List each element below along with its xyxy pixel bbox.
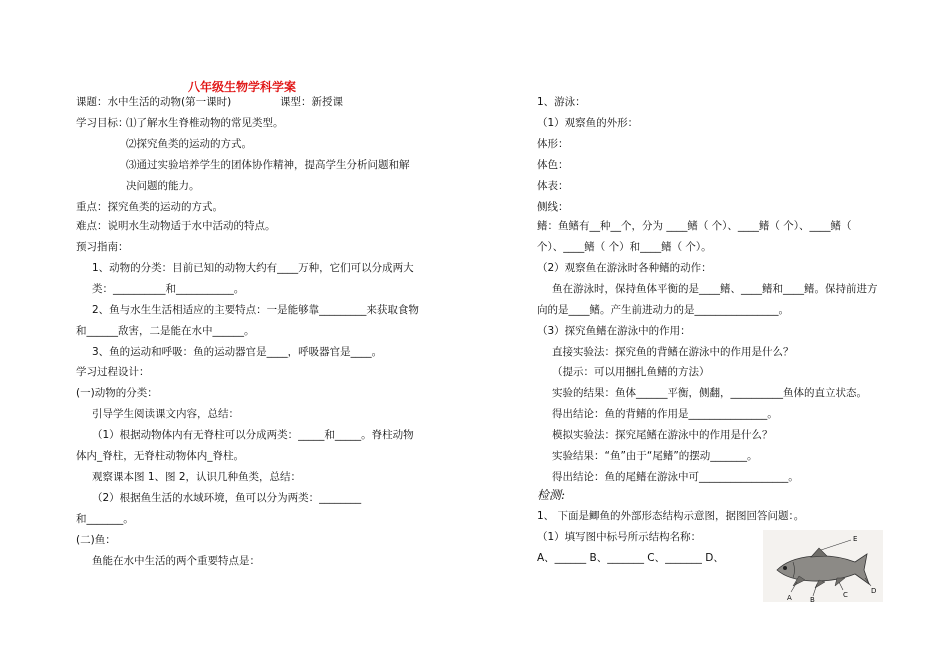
preview-2-line-2: 和______敌害，二是能在水中______。 <box>76 325 255 337</box>
direct-experiment: 直接实验法：探究鱼的背鳍在游泳中的作用是什么？ <box>552 346 794 358</box>
label-e: E <box>853 535 858 543</box>
conclusion-2: 得出结论：鱼的尾鳍在游泳中可_________________。 <box>552 471 799 483</box>
fish-eye <box>783 566 787 570</box>
key-point: 重点：探究鱼类的运动的方式。 <box>76 201 223 213</box>
preview-heading: 预习指南： <box>76 241 129 253</box>
anal-fin <box>835 578 845 586</box>
label-d: D <box>871 587 877 595</box>
difficulty: 难点：说明水生动物适于水中活动的特点。 <box>76 220 276 232</box>
goal-1: ⑴了解水生脊椎动物的常见类型。 <box>126 117 284 129</box>
guide-text: 引导学生阅读课文内容，总结： <box>92 408 239 420</box>
question-1: （1）观察鱼的外形： <box>537 117 639 129</box>
body-shape: 体形： <box>537 138 569 150</box>
dorsal-fin <box>811 548 827 557</box>
goals-label: 学习目标： <box>76 117 129 129</box>
answer-blanks: A、______ B、_______ C、_______ D、 <box>537 552 724 564</box>
leader-e <box>821 540 851 550</box>
question-2: （2）观察鱼在游泳时各种鳍的动作： <box>537 262 712 274</box>
hint: （提示：可以用捆扎鱼鳍的方法） <box>552 366 710 378</box>
leader-a <box>791 582 797 592</box>
conclusion-1: 得出结论：鱼的背鳍的作用是_______________。 <box>552 408 778 420</box>
fill-instruction: （1）填写图中标号所示结构名称： <box>537 531 702 543</box>
classify-1-line-1: （1）根据动物体内有无脊柱可以分成两类：_____和_____。脊柱动物 <box>92 429 414 441</box>
classify-2-line-1: （2）根据鱼生活的水域环境，鱼可以分为两类：________ <box>92 492 362 504</box>
fins-line-1: 鳍：鱼鳍有__种__个，分为 ____鳍（ 个）、____鳍（ 个）、____鳍（ <box>537 220 852 232</box>
section-2-heading: (二)鱼： <box>76 534 116 546</box>
classify-2-line-2: 和_______。 <box>76 513 134 525</box>
preview-3: 3、鱼的运动和呼吸：鱼的运动器官是____，呼吸器官是____。 <box>92 346 383 358</box>
goal-2: ⑵探究鱼类的运动的方式。 <box>126 138 252 150</box>
lateral-line: 侧线： <box>537 201 569 213</box>
fins-line-2: 个）、____鳍（ 个）和____鳍（ 个）。 <box>537 241 712 253</box>
result-1: 实验的结果：鱼体______平衡，侧翻，__________鱼体的直立状态。 <box>552 387 867 399</box>
label-a: A <box>787 594 792 602</box>
fish-body <box>777 554 869 584</box>
lesson-type: 课型：新授课 <box>280 96 343 108</box>
leader-c <box>839 582 843 590</box>
classify-1-line-2: 体内_脊柱，无脊柱动物体内_脊柱。 <box>76 450 244 462</box>
body-surface: 体表： <box>537 180 569 192</box>
result-2: 实验结果：“鱼”由于“尾鳍”的摆动_______。 <box>552 450 758 462</box>
check-heading: 检测: <box>537 488 566 502</box>
process-heading: 学习过程设计： <box>76 366 150 378</box>
balance-line-1: 鱼在游泳时，保持鱼体平衡的是____鳍、____鳍和____鳍。保持前进方 <box>552 283 878 295</box>
goal-3-line-1: ⑶通过实验培养学生的团体协作精神，提高学生分析问题和解 <box>126 159 410 171</box>
goal-3-line-2: 决问题的能力。 <box>126 180 200 192</box>
test-1: 1、 下面是鲫鱼的外部形态结构示意图，据图回答问题：。 <box>537 510 805 522</box>
features-text: 鱼能在水中生活的两个重要特点是： <box>92 555 260 567</box>
leader-b <box>813 584 817 596</box>
fish-figure <box>763 530 883 602</box>
question-3: （3）探究鱼鳍在游泳中的作用： <box>537 325 691 337</box>
preview-1-line-2: 类：__________和___________。 <box>92 283 245 295</box>
topic-line: 课题：水中生活的动物(第一课时) <box>76 96 232 108</box>
body-color: 体色： <box>537 159 569 171</box>
label-b: B <box>810 596 815 602</box>
observe-text: 观察课本图 1、图 2，认识几种鱼类，总结： <box>92 471 302 483</box>
swim-heading: 1、游泳： <box>537 96 586 108</box>
fish-illustration <box>763 530 883 602</box>
section-1-heading: (一)动物的分类： <box>76 387 158 399</box>
page-title: 八年级生物学科学案 <box>188 80 297 94</box>
balance-line-2: 向的是____鳍。产生前进动力的是________________。 <box>537 304 789 316</box>
preview-1-line-1: 1、动物的分类：目前已知的动物大约有____万种，它们可以分成两大 <box>92 262 414 274</box>
preview-2-line-1: 2、鱼与水生生活相适应的主要特点：一是能够靠_________来获取食物 <box>92 304 419 316</box>
label-c: C <box>843 591 848 599</box>
simulate-experiment: 模拟实验法：探究尾鳍在游泳中的作用是什么？ <box>552 429 773 441</box>
